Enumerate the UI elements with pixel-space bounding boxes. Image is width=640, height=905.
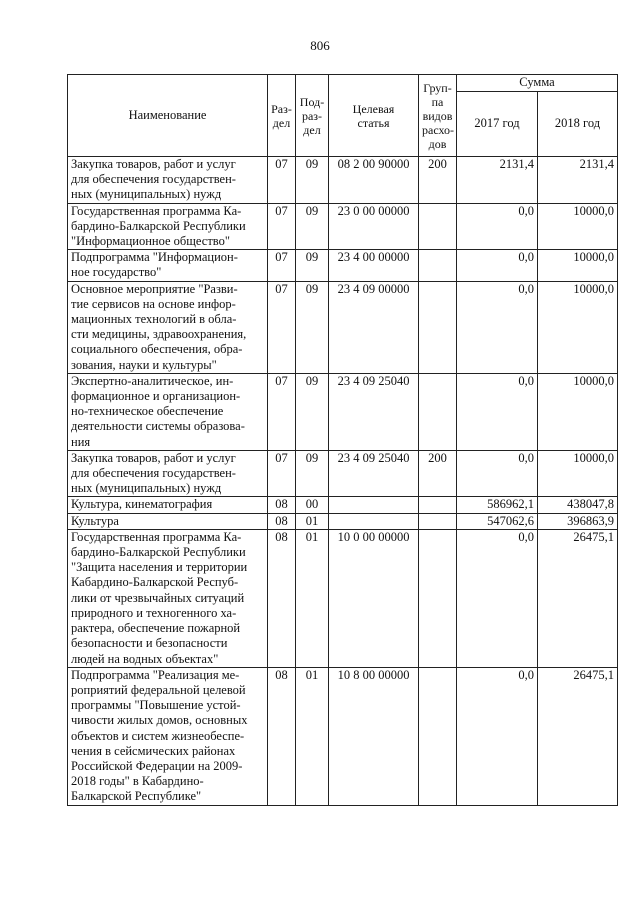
cell-name: Культура <box>68 513 268 529</box>
header-gruppa: Груп- па видов расхо- дов <box>419 75 457 157</box>
cell-razdel: 08 <box>268 497 296 513</box>
table-row <box>68 667 618 805</box>
cell-name: Государственная программа Ка- бардино-Балкарской Республики "Защита населения и территории Кабардино-Балкарской Респуб- лики от чрезвычайных ситуаций природного и техногенного ха- рактера, обеспечение пожарной безопасности и безопасности людей на водных объектах" <box>68 529 268 667</box>
cell-statya: 23 4 00 00000 <box>329 250 419 281</box>
cell-razdel: 07 <box>268 250 296 281</box>
cell-podrazdel: 09 <box>296 373 329 450</box>
table-row <box>68 497 618 513</box>
cell-podrazdel: 01 <box>296 513 329 529</box>
cell-razdel: 07 <box>268 373 296 450</box>
cell-podrazdel: 09 <box>296 250 329 281</box>
table-row <box>68 250 618 281</box>
cell-statya: 10 8 00 00000 <box>329 667 419 805</box>
cell-gruppa <box>419 497 457 513</box>
cell-podrazdel: 01 <box>296 529 329 667</box>
cell-2018: 396863,9 <box>538 513 618 529</box>
cell-2018: 2131,4 <box>538 157 618 204</box>
table-row <box>68 157 618 204</box>
header-year-2018: 2018 год <box>538 92 618 157</box>
cell-gruppa <box>419 513 457 529</box>
cell-2017: 0,0 <box>457 450 538 497</box>
cell-podrazdel: 01 <box>296 667 329 805</box>
cell-statya: 23 4 09 25040 <box>329 450 419 497</box>
cell-podrazdel: 09 <box>296 281 329 373</box>
table-body <box>68 157 618 806</box>
cell-2017: 0,0 <box>457 373 538 450</box>
cell-razdel: 07 <box>268 203 296 250</box>
cell-statya: 08 2 00 90000 <box>329 157 419 204</box>
budget-table <box>67 74 618 806</box>
cell-razdel: 07 <box>268 450 296 497</box>
header-name: Наименование <box>68 75 268 157</box>
table-row <box>68 373 618 450</box>
cell-2017: 0,0 <box>457 203 538 250</box>
cell-2018: 438047,8 <box>538 497 618 513</box>
cell-2017: 0,0 <box>457 529 538 667</box>
cell-gruppa <box>419 373 457 450</box>
cell-2018: 10000,0 <box>538 450 618 497</box>
cell-2018: 26475,1 <box>538 667 618 805</box>
cell-2017: 586962,1 <box>457 497 538 513</box>
cell-podrazdel: 09 <box>296 203 329 250</box>
cell-name: Основное мероприятие "Разви- тие сервисов на основе инфор- мационных технологий в обла- сти медицины, здравоохранения, социального обеспечения, обра- зования, науки и культуры" <box>68 281 268 373</box>
cell-podrazdel: 09 <box>296 157 329 204</box>
cell-2017: 0,0 <box>457 667 538 805</box>
cell-razdel: 07 <box>268 281 296 373</box>
header-statya: Целевая статья <box>329 75 419 157</box>
cell-statya: 23 4 09 25040 <box>329 373 419 450</box>
cell-podrazdel: 09 <box>296 450 329 497</box>
cell-name: Закупка товаров, работ и услуг для обеспечения государствен- ных (муниципальных) нужд <box>68 157 268 204</box>
header-razdel: Раз- дел <box>268 75 296 157</box>
cell-name: Подпрограмма "Реализация ме- роприятий федеральной целевой программы "Повышение устой- чивости жилых домов, основных объектов и систем жизнеобеспе- чения в сейсмических районах Российской Федерации на 2009- 2018 годы" в Кабардино- Балкарской Республике" <box>68 667 268 805</box>
cell-razdel: 08 <box>268 529 296 667</box>
cell-gruppa <box>419 250 457 281</box>
table-row <box>68 513 618 529</box>
cell-name: Культура, кинематография <box>68 497 268 513</box>
cell-podrazdel: 00 <box>296 497 329 513</box>
cell-gruppa: 200 <box>419 450 457 497</box>
cell-gruppa <box>419 667 457 805</box>
cell-name: Государственная программа Ка- бардино-Балкарской Республики "Информационное общество" <box>68 203 268 250</box>
table-row <box>68 529 618 667</box>
cell-statya: 23 4 09 00000 <box>329 281 419 373</box>
cell-2018: 26475,1 <box>538 529 618 667</box>
cell-name: Подпрограмма "Информацион- ное государство" <box>68 250 268 281</box>
cell-2018: 10000,0 <box>538 373 618 450</box>
cell-gruppa <box>419 203 457 250</box>
page-number: 806 <box>310 38 330 53</box>
cell-statya <box>329 497 419 513</box>
cell-2017: 2131,4 <box>457 157 538 204</box>
table-header <box>68 75 618 157</box>
cell-gruppa: 200 <box>419 157 457 204</box>
table-row <box>68 281 618 373</box>
header-podrazdel: Под- раз- дел <box>296 75 329 157</box>
cell-2018: 10000,0 <box>538 250 618 281</box>
table-row <box>68 450 618 497</box>
cell-2018: 10000,0 <box>538 203 618 250</box>
table-row <box>68 203 618 250</box>
cell-gruppa <box>419 281 457 373</box>
cell-razdel: 08 <box>268 667 296 805</box>
header-year-2017: 2017 год <box>457 92 538 157</box>
cell-statya <box>329 513 419 529</box>
cell-name: Закупка товаров, работ и услуг для обеспечения государствен- ных (муниципальных) нужд <box>68 450 268 497</box>
cell-2018: 10000,0 <box>538 281 618 373</box>
cell-2017: 0,0 <box>457 281 538 373</box>
cell-2017: 0,0 <box>457 250 538 281</box>
cell-razdel: 07 <box>268 157 296 204</box>
cell-2017: 547062,6 <box>457 513 538 529</box>
cell-razdel: 08 <box>268 513 296 529</box>
header-summa: Сумма <box>457 75 618 92</box>
cell-gruppa <box>419 529 457 667</box>
cell-statya: 23 0 00 00000 <box>329 203 419 250</box>
cell-statya: 10 0 00 00000 <box>329 529 419 667</box>
cell-name: Экспертно-аналитическое, ин- формационное и организацион- но-техническое обеспечение деятельности системы образова- ния <box>68 373 268 450</box>
